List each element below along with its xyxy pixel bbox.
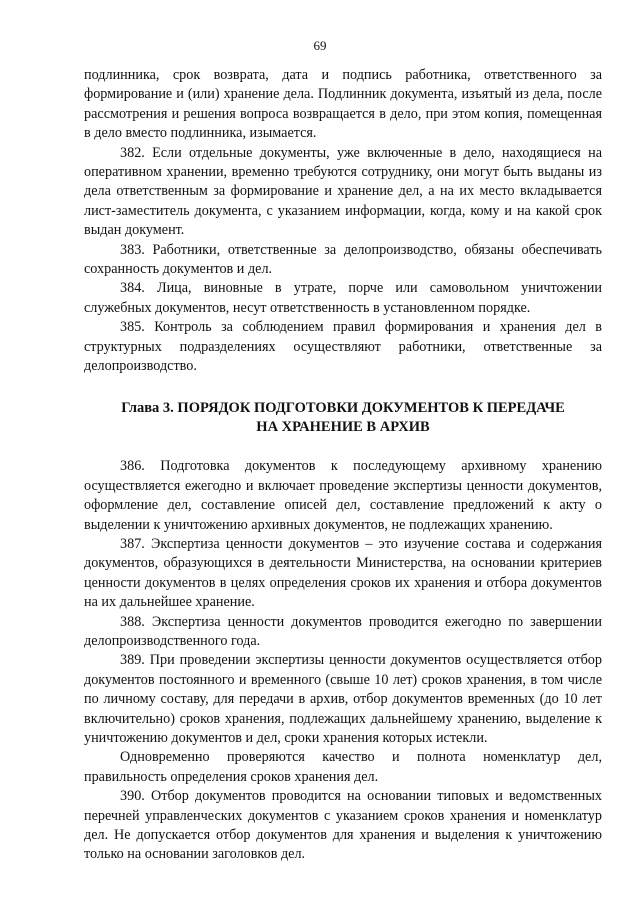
paragraph-388: 388. Экспертиза ценности документов проводится ежегодно по завершении делопроизводственного года. — [84, 613, 602, 649]
paragraph-386: 386. Подготовка документов к последующему архивному хранению осуществляется ежегодно и включает проведение экспертизы ценности документов, оформление дел, составление описей дел, составление предложений к акту о выделении к уничтожению архивных документов, не подлежащих хранению. — [84, 458, 602, 533]
chapter-heading-line-1: Глава 3. ПОРЯДОК ПОДГОТОВКИ ДОКУМЕНТОВ К ПЕРЕДАЧЕ — [121, 399, 565, 416]
paragraph-390: 390. Отбор документов проводится на основании типовых и ведомственных перечней управленческих документов с указанием сроков хранения и номенклатур дел. Не допускается отбор документов для хранения и выделения к уничтожению только на основании заголовков дел. — [84, 788, 602, 863]
paragraph-384: 384. Лица, виновные в утрате, порче или самовольном уничтожении служебных документов, несут ответственность в установленном порядке. — [84, 280, 602, 316]
chapter-heading — [84, 399, 602, 438]
paragraph-385: 385. Контроль за соблюдением правил формирования и хранения дел в структурных подразделениях осуществляют работники, ответственные за делопроизводство. — [84, 319, 602, 375]
paragraph-381-continuation: подлинника, срок возврата, дата и подпись работника, ответственного за формирование и (или) хранение дела. Подлинник документа, изъятый из дела, после рассмотрения и решения вопроса возвращается в дело, при этом копия, помещенная в дело вместо подлинника, изымается. — [84, 67, 602, 142]
chapter-heading-line-2: НА ХРАНЕНИЕ В АРХИВ — [256, 418, 430, 435]
paragraph-383: 383. Работники, ответственные за делопроизводство, обязаны обеспечивать сохранность документов и дел. — [84, 241, 602, 278]
paragraph-389-addendum: Одновременно проверяются качество и полнота номенклатур дел, правильность определения сроков хранения дел. — [84, 749, 602, 785]
page-body — [84, 66, 602, 865]
paragraph-389: 389. При проведении экспертизы ценности документов осуществляется отбор документов постоянного и временного (свыше 10 лет) сроков хранения, в том числе по личному составу, для передачи в архив, отбор документов временных (до 10 лет включительно) сроков хранения, подлежащих дальнейшему хранению, выделение к уничтожению документов и дел, сроки хранения которых истекли. — [84, 652, 602, 746]
page-number: 69 — [313, 38, 327, 53]
paragraph-387: 387. Экспертиза ценности документов – это изучение состава и содержания документов, образующихся в деятельности Министерства, на основании критериев ценности документов в целях определения сроков их хранения и отбора документов на их дальнейшее хранение. — [84, 535, 602, 611]
paragraph-382: 382. Если отдельные документы, уже включенные в дело, находящиеся на оперативном хранении, временно требуются сотруднику, они могут быть выданы из дела ответственным за формирование и хранение дел, а на их место вкладывается лист-заместитель документа, с указанием информации, когда, кому и на какой срок выдан документ. — [84, 144, 602, 239]
